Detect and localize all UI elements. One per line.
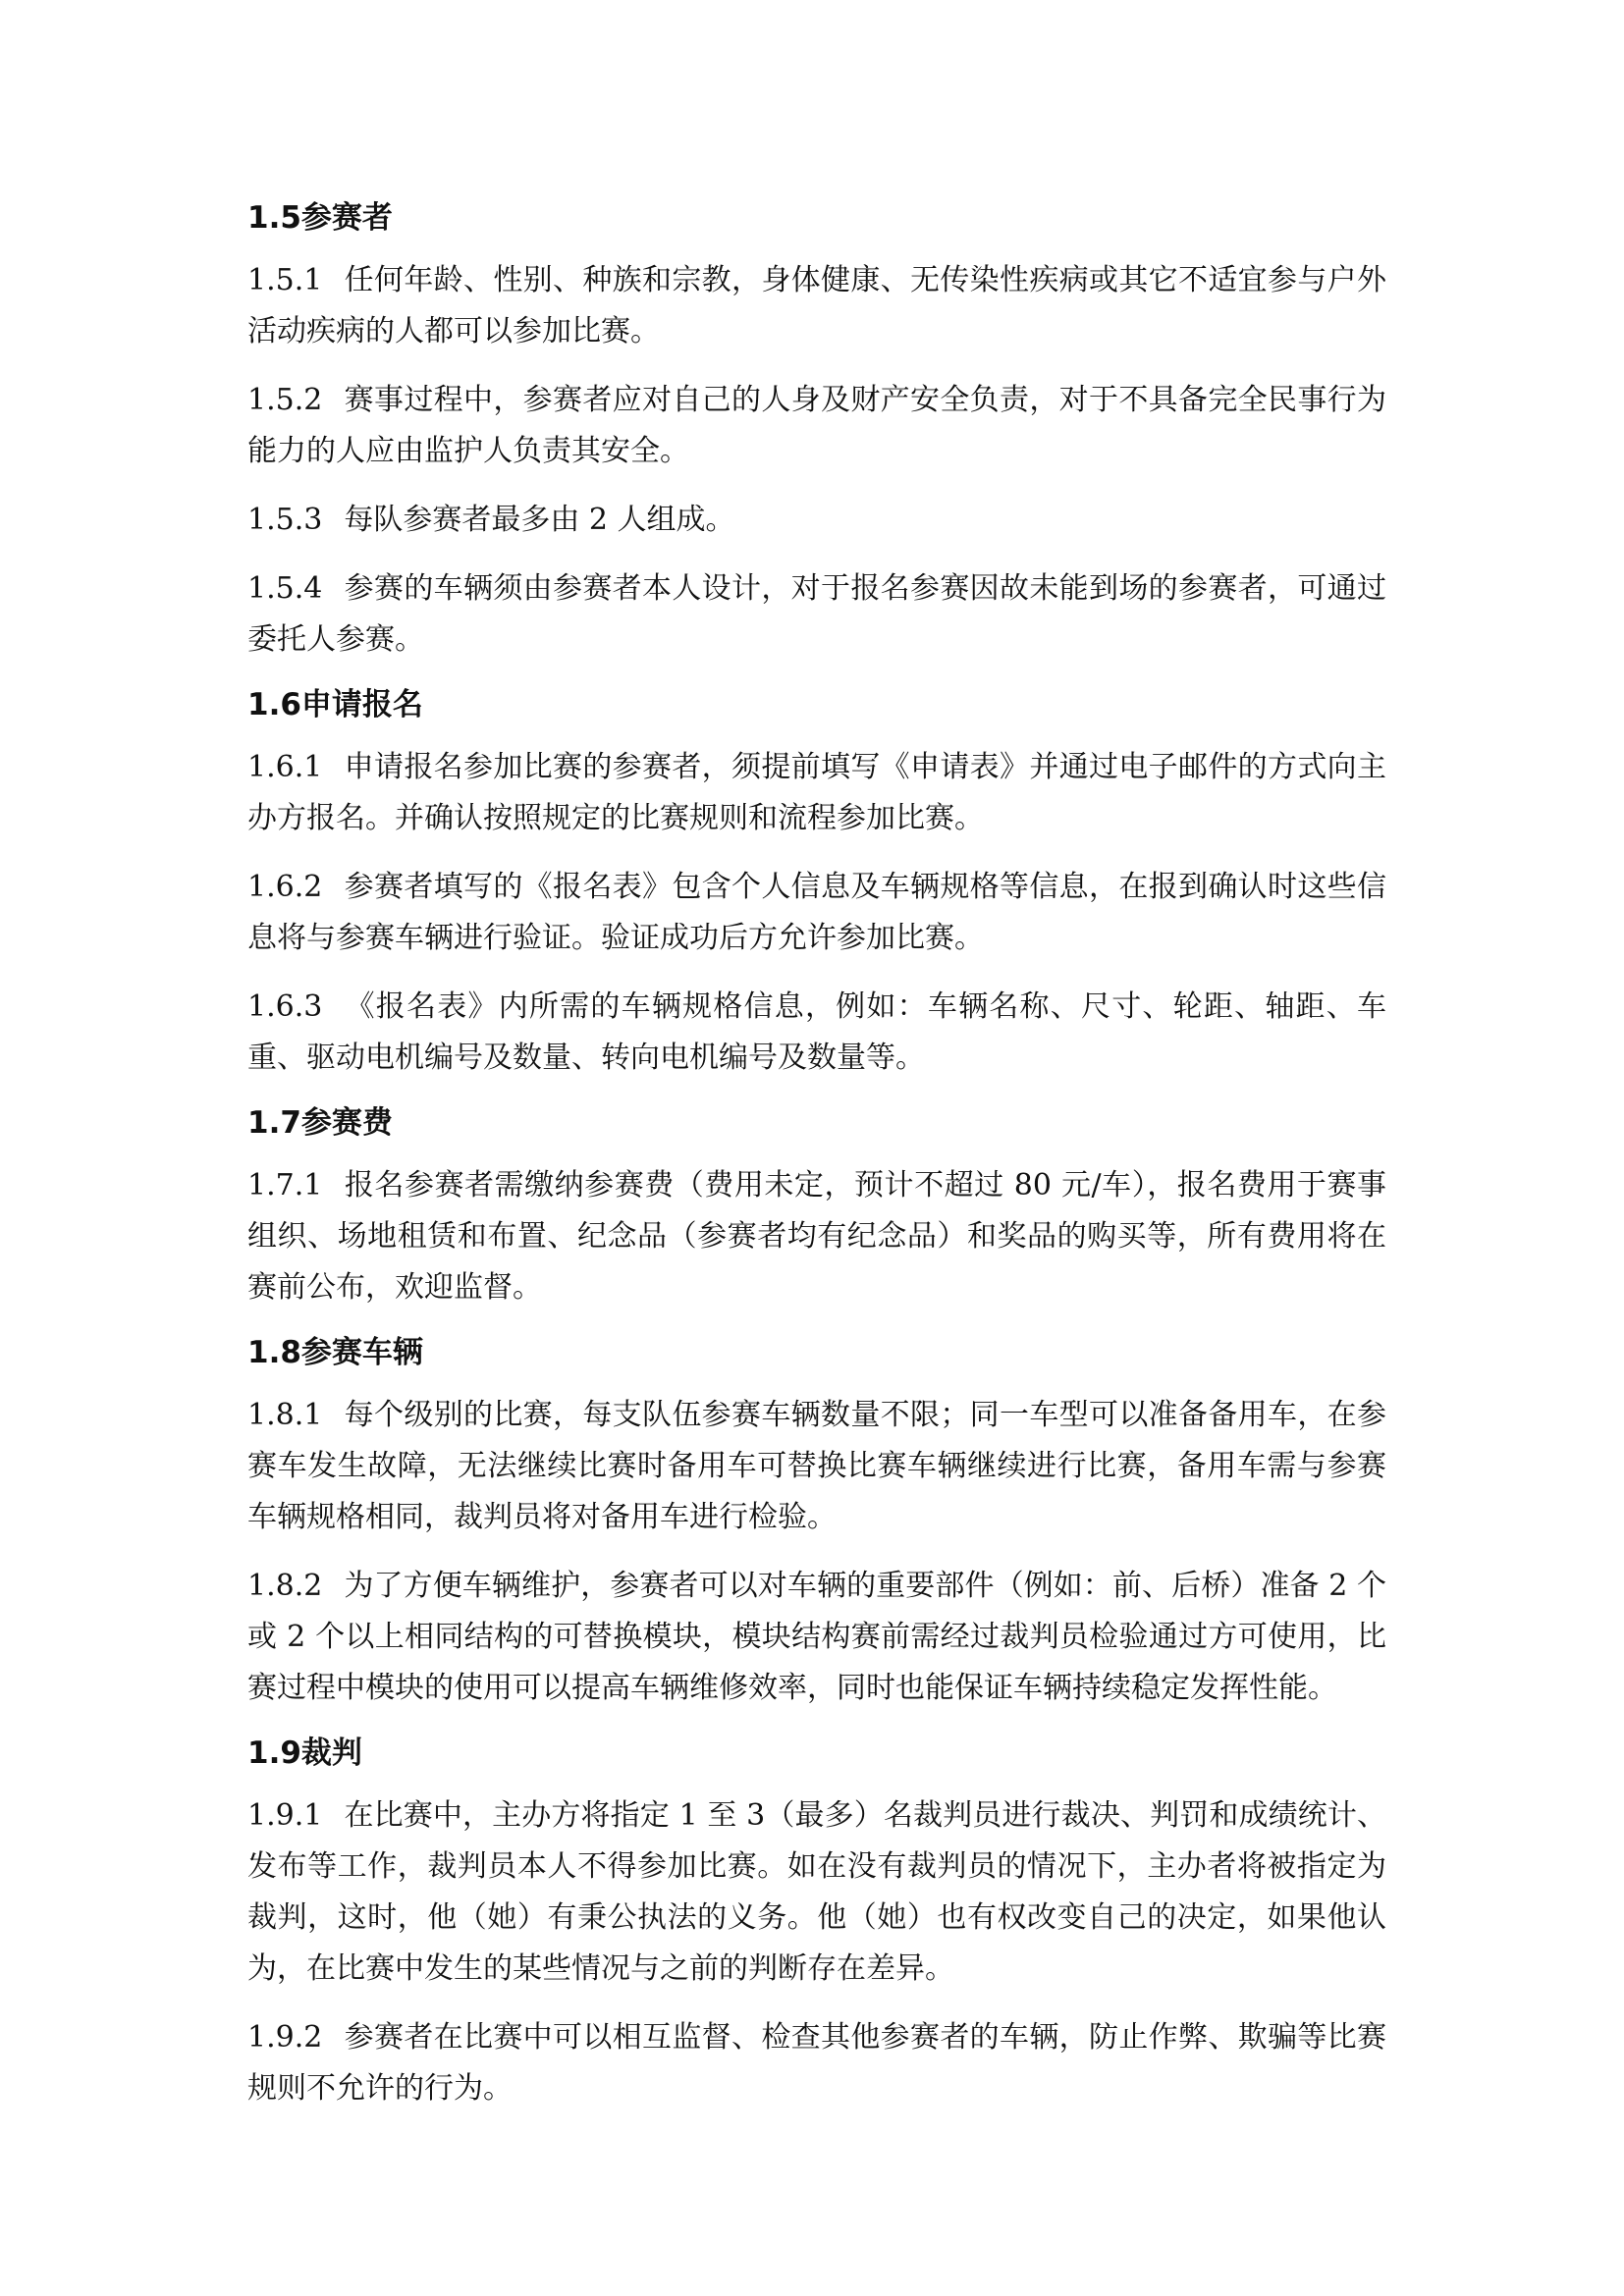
- clause-paragraph: [247, 1790, 1386, 1995]
- clause-number: 1.5.2: [247, 383, 323, 417]
- clause-text: 每队参赛者最多由 2 人组成。: [344, 503, 735, 537]
- clause-text: 参赛的车辆须由参赛者本人设计，对于报名参赛因故未能到场的参赛者，可通过委托人参赛。: [247, 571, 1386, 657]
- section-heading: 1.5参赛者: [247, 200, 393, 236]
- clause-text: 赛事过程中，参赛者应对自己的人身及财产安全负责，对于不具备完全民事行为能力的人应由监护人负责其安全。: [247, 383, 1386, 468]
- clause-number: 1.5.1: [247, 263, 323, 297]
- section-participants: [247, 196, 1386, 666]
- clause-paragraph: [247, 2012, 1386, 2114]
- clause-number: 1.6.3: [247, 989, 323, 1024]
- clause-paragraph: [247, 1561, 1386, 1714]
- clause-text: 在比赛中，主办方将指定 1 至 3（最多）名裁判员进行裁决、判罚和成绩统计、发布等工作，裁判员本人不得参加比赛。如在没有裁判员的情况下，主办者将被指定为裁判，这时，他（她）有秉公执法的义务。他（她）也有权改变自己的决定，如果他认为，在比赛中发生的某些情况与之前的判断存在差异。: [247, 1798, 1386, 1986]
- section-entry-fee: [247, 1101, 1386, 1313]
- clause-paragraph: [247, 1160, 1386, 1313]
- clause-paragraph: [247, 563, 1386, 666]
- section-referee: [247, 1732, 1386, 2114]
- clause-paragraph: [247, 375, 1386, 477]
- clause-number: 1.6.1: [247, 750, 323, 784]
- clause-paragraph: [247, 1390, 1386, 1543]
- clause-paragraph: [247, 495, 1386, 546]
- section-heading: 1.7参赛费: [247, 1105, 393, 1141]
- clause-text: 参赛者填写的《报名表》包含个人信息及车辆规格等信息，在报到确认时这些信息将与参赛车辆进行验证。验证成功后方允许参加比赛。: [247, 870, 1386, 955]
- clause-number: 1.9.2: [247, 2020, 323, 2055]
- clause-text: 《报名表》内所需的车辆规格信息，例如：车辆名称、尺寸、轮距、轴距、车重、驱动电机编号及数量、转向电机编号及数量等。: [247, 989, 1386, 1075]
- section-vehicles: [247, 1331, 1386, 1714]
- clause-paragraph: [247, 255, 1386, 357]
- section-registration: [247, 683, 1386, 1084]
- clause-text: 任何年龄、性别、种族和宗教，身体健康、无传染性疾病或其它不适宜参与户外活动疾病的人都可以参加比赛。: [247, 263, 1386, 348]
- clause-text: 申请报名参加比赛的参赛者，须提前填写《申请表》并通过电子邮件的方式向主办方报名。并确认按照规定的比赛规则和流程参加比赛。: [247, 750, 1386, 835]
- clause-number: 1.9.1: [247, 1798, 323, 1833]
- clause-paragraph: [247, 982, 1386, 1084]
- document-page: [247, 196, 1386, 2132]
- clause-number: 1.5.3: [247, 503, 323, 537]
- clause-number: 1.8.1: [247, 1398, 323, 1432]
- section-heading: 1.8参赛车辆: [247, 1335, 423, 1370]
- clause-number: 1.7.1: [247, 1168, 323, 1202]
- clause-number: 1.6.2: [247, 870, 323, 904]
- clause-number: 1.8.2: [247, 1569, 323, 1603]
- clause-text: 报名参赛者需缴纳参赛费（费用未定，预计不超过 80 元/车），报名费用于赛事组织、场地租赁和布置、纪念品（参赛者均有纪念品）和奖品的购买等，所有费用将在赛前公布，欢迎监督。: [247, 1168, 1386, 1305]
- clause-text: 参赛者在比赛中可以相互监督、检查其他参赛者的车辆，防止作弊、欺骗等比赛规则不允许的行为。: [247, 2020, 1386, 2106]
- clause-paragraph: [247, 742, 1386, 844]
- section-heading: 1.9裁判: [247, 1735, 362, 1771]
- clause-number: 1.5.4: [247, 571, 323, 606]
- clause-text: 为了方便车辆维护，参赛者可以对车辆的重要部件（例如：前、后桥）准备 2 个或 2 个以上相同结构的可替换模块，模块结构赛前需经过裁判员检验通过方可使用，比赛过程中模块的使用可以提高车辆维修效率，同时也能保证车辆持续稳定发挥性能。: [247, 1569, 1386, 1705]
- clause-text: 每个级别的比赛，每支队伍参赛车辆数量不限；同一车型可以准备备用车，在参赛车发生故障，无法继续比赛时备用车可替换比赛车辆继续进行比赛，备用车需与参赛车辆规格相同，裁判员将对备用车进行检验。: [247, 1398, 1386, 1534]
- section-heading: 1.6申请报名: [247, 687, 423, 722]
- clause-paragraph: [247, 862, 1386, 964]
